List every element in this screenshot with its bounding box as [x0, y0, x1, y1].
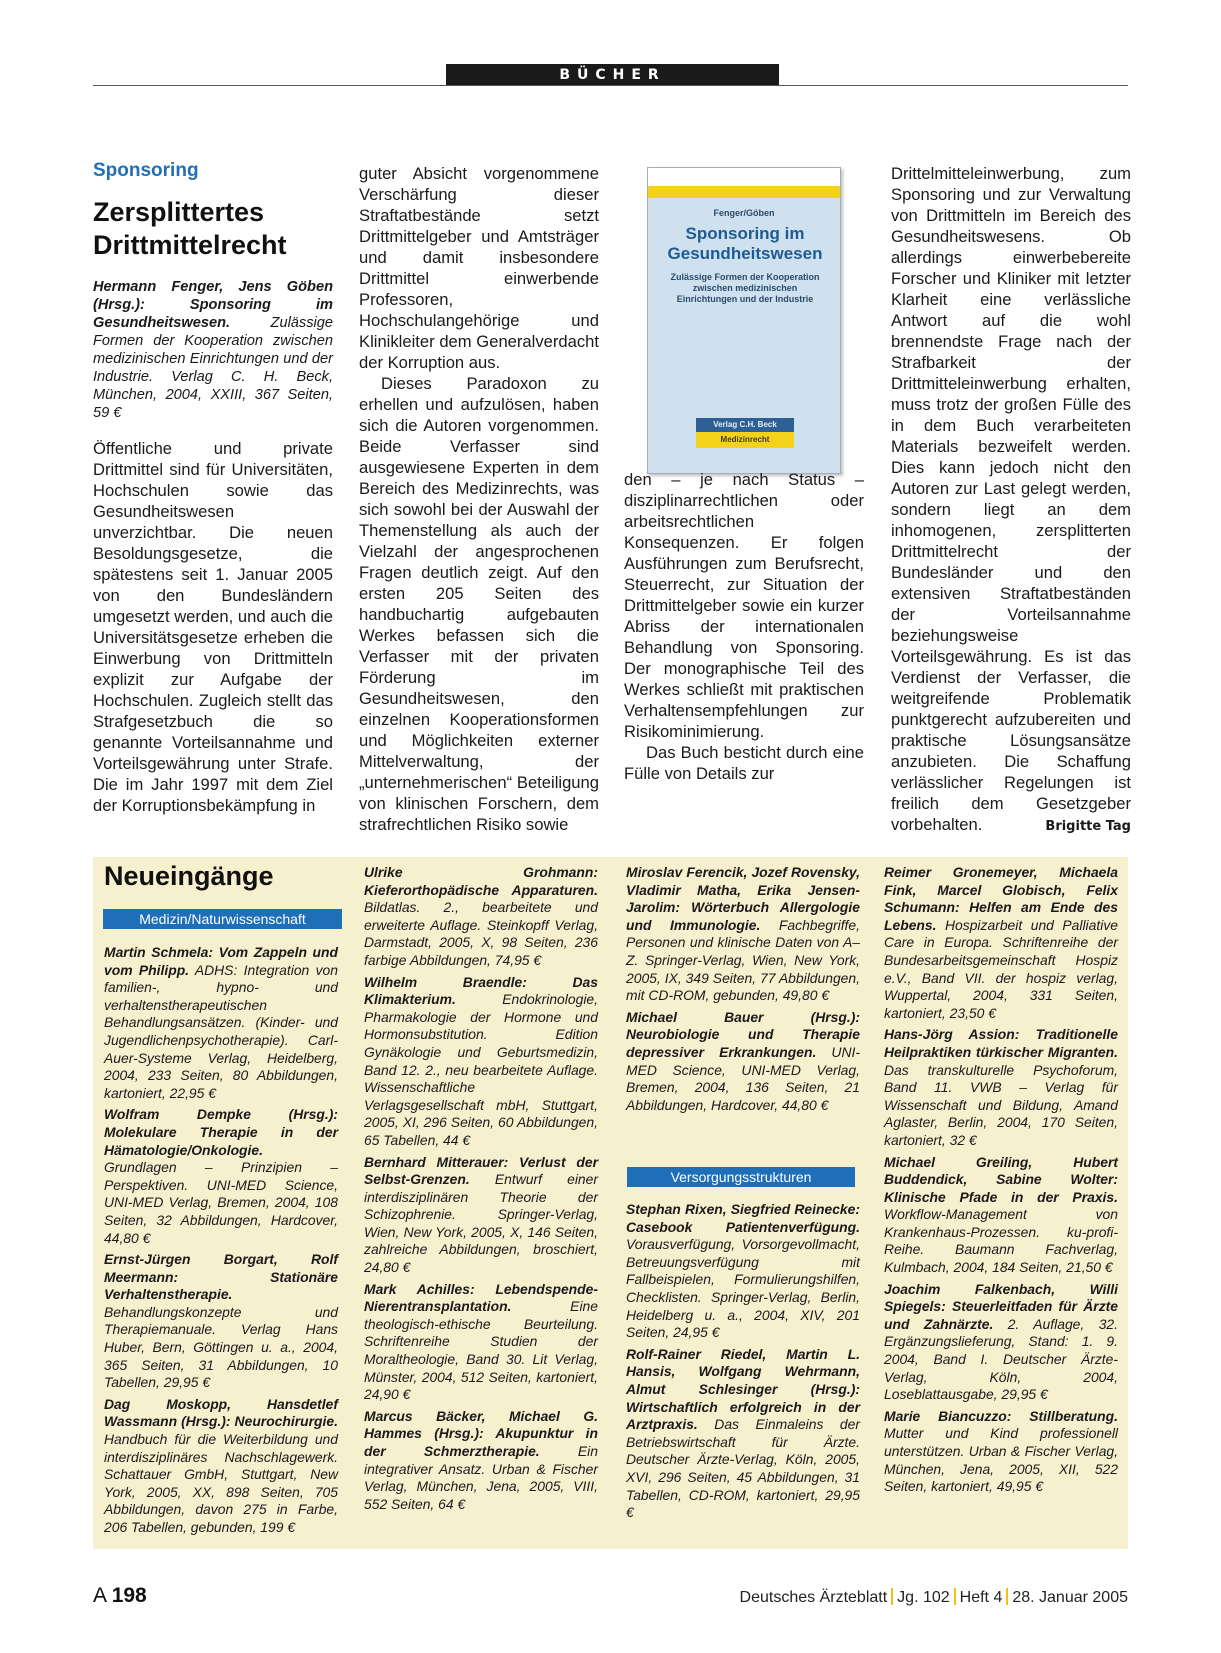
journal-info	[740, 1588, 1128, 1607]
new-arrivals-title: Neueingänge	[104, 861, 274, 891]
arrivals-column-3b	[626, 1201, 860, 1526]
cover-title: Sponsoring im Gesundheitswesen	[667, 224, 823, 263]
review-paragraph: Dieses Paradoxon zu erhellen und aufzulösen, haben sich die Autoren vorgenommen. Beide Verfasser sind ausgewiesene Experten in dem Bereich des Medizinrechts, was sich sowohl bei der Auswahl der Themenstellung als auch der Vielzahl der angesprochenen Fragen deutlich zeigt. Auf den ersten 205 Seiten des handbuchartig aufgebauten Werkes befassen sich die Verfasser mit der privaten Förderung im Gesundheitswesen, den einzelnen Kooperationsformen und Möglichkeiten externer Mittelverwaltung, der „unternehmerischen“ Beteiligung von klinischen Forschern, dem strafrechtlichen Risiko sowie	[359, 374, 599, 834]
cover-publisher: Verlag C.H. Beck	[696, 418, 794, 432]
book-entry: Martin Schmela: Vom Zappeln und vom Philipp. ADHS: Integration von familien-, hypno- und verhaltenstherapeutischen Behandlungsansätzen. (Kinder- und Jugendlichenpsychotherapie). Carl-Auer-Systeme Verlag, Heidelberg, 2004, 233 Seiten, 80 Abbildungen, kartoniert, 22,95 €	[104, 944, 338, 1101]
book-entry: Stephan Rixen, Siegfried Reinecke: Casebook Patientenverfügung. Vorausverfügung, Vorsorgevollmacht, Betreuungsverfügung mit Fallbeispielen, Formulierungshilfen, Checklisten. Springer-Verlag, Berlin, Heidelberg u. a., 2004, XIV, 201 Seiten, 24,95 €	[626, 1201, 860, 1341]
cover-subtitle: Zulässige Formen der Kooperation zwischen medizinischen Einrichtungen und der Industrie	[670, 272, 820, 304]
review-paragraph: den – je nach Status – disziplinarrechtlichen oder arbeitsrechtlichen Konsequenzen. Er folgen Ausführungen zum Berufsrecht, Steuerrecht, zur Situation der Drittmittelgeber sowie ein kurzer Abriss der internationalen Behandlung von Sponsoring. Der monographische Teil des Werkes schließt mit praktischen Verhaltensempfehlungen zur Risikominimierung.	[624, 470, 864, 741]
review-column-3	[624, 469, 864, 784]
book-entry: Dag Moskopp, Hansdetlef Wassmann (Hrsg.): Neurochirurgie. Handbuch für die Weiterbildung und interdisziplinäres Nachschlagewerk. Schattauer GmbH, Stuttgart, New York, 2005, XX, 898 Seiten, 705 Abbildungen, davon 275 in Farbe, 206 Tabellen, gebunden, 199 €	[104, 1395, 338, 1535]
cover-authors: Fenger/Göben	[713, 208, 775, 218]
book-entry: Marcus Bäcker, Michael G. Hammes (Hrsg.): Akupunktur in der Schmerztherapie. Ein integrativer Ansatz. Urban & Fischer Verlag, München, Jena, 2005, VIII, 552 Seiten, 64 €	[364, 1407, 598, 1512]
review-kicker: Sponsoring	[93, 160, 199, 181]
book-entry: Bernhard Mitterauer: Verlust der Selbst-Grenzen. Entwurf einer interdisziplinären Theorie der Schizophrenie. Springer-Verlag, Wien, New York, 2005, X, 146 Seiten, zahlreiche Abbildungen, broschiert, 24,80 €	[364, 1153, 598, 1276]
book-entry: Wolfram Dempke (Hrsg.): Molekulare Therapie in der Hämatologie/Onkologie. Grundlagen – Prinzipien – Perspektiven. UNI-MED Science, UNI-MED Verlag, Bremen, 2004, 108 Seiten, 32 Abbildungen, Hardcover, 44,80 €	[104, 1106, 338, 1246]
book-cover-image	[647, 167, 841, 474]
review-paragraph: Das Buch besticht durch eine Fülle von Details zur	[624, 743, 864, 783]
book-entry: Ulrike Grohmann: Kieferorthopädische Apparaturen. Bildatlas. 2., bearbeitete und erweiterte Auflage. Steinkopff Verlag, Darmstadt, 2005, X, 98 Seiten, 236 farbige Abbildungen, 74,95 €	[364, 864, 598, 968]
review-column-1: Öffentliche und private Drittmittel sind für Universitäten, Hochschulen sowie das Gesundheitswesen unverzichtbar. Die neuen Besoldungsgesetze, die spätestens seit 1. Januar 2005 von den Bundesländern umgesetzt werden, und auch die Universitätsgesetze erheben die Einwerbung von Drittmitteln explizit zur Aufgabe der Hochschulen. Zugleich stellt das Strafgesetzbuch die so genannte Vorteilsannahme und Vorteilsgewährung unter Strafe. Die im Jahr 1997 mit dem Ziel der Korruptionsbekämpfung in	[93, 439, 333, 815]
page-number: A 198	[93, 1584, 147, 1607]
cover-series: Medizinrecht	[696, 432, 794, 448]
journal-volume: Jg. 102	[897, 1589, 950, 1606]
journal-name: Deutsches Ärzteblatt	[739, 1589, 888, 1606]
category-label-care-structures: Versorgungsstrukturen	[627, 1167, 855, 1187]
arrivals-column-3	[626, 864, 860, 1118]
header-rule	[93, 85, 1128, 86]
section-label: BÜCHER	[446, 64, 779, 86]
arrivals-column-4	[884, 864, 1118, 1500]
book-entry: Hans-Jörg Assion: Traditionelle Heilpraktiken türkischer Migranten. Das transkulturelle Psychoforum, Band 11. VWB – Verlag für Wissenschaft und Bildung, Amand Aglaster, Berlin, 2004, 170 Seiten, kartoniert, 32 €	[884, 1026, 1118, 1148]
book-entry: Miroslav Ferencik, Jozef Rovensky, Vladimir Matha, Erika Jensen-Jarolim: Wörterbuch Allergologie und Immunologie. Fachbegriffe, Personen und klinische Daten von A–Z. Springer-Verlag, Wien, New York, 2005, IX, 349 Seiten, 77 Abbildungen, mit CD-ROM, gebunden, 49,80 €	[626, 864, 861, 1004]
book-entry: Wilhelm Braendle: Das Klimakterium. Endokrinologie, Pharmakologie der Hormone und Hormonsubstitution. Edition Gynäkologie und Geburtsmedizin, Band 12. 2., neu bearbeitete Auflage. Wissenschaftliche Verlagsgesellschaft mbH, Stuttgart, 2005, XI, 296 Seiten, 60 Abbildungen, 65 Tabellen, 44 €	[364, 973, 598, 1148]
bib-details: Zulässige Formen der Kooperation zwischen medizinischen Einrichtungen und der Industrie. Verlag C. H. Beck, München, 2004, XXIII, 367 Seiten, 59 €	[93, 315, 333, 421]
reviewer-name: Brigitte Tag	[1045, 819, 1131, 834]
bib-authors: Hermann Fenger, Jens Göben (Hrsg.): Sponsoring im Gesundheitswesen.	[93, 279, 333, 331]
book-entry: Joachim Falkenbach, Willi Spiegels: Steuerleitfaden für Ärzte und Zahnärzte. 2. Auflage, 32. Ergänzungslieferung, Stand: 1. 9. 2004, Band I. Deutscher Ärzte-Verlag, Köln, 2004, Loseblattausgabe, 29,95 €	[884, 1280, 1118, 1403]
book-entry: Michael Bauer (Hrsg.): Neurobiologie und Therapie depressiver Erkrankungen. UNI-MED Science, UNI-MED Verlag, Bremen, 2004, 136 Seiten, 21 Abbildungen, Hardcover, 44,80 €	[626, 1008, 860, 1113]
book-entry: Rolf-Rainer Riedel, Martin L. Hansis, Wolfgang Wehrmann, Almut Schlesinger (Hrsg.): Wirtschaftlich erfolgreich in der Arztpraxis. Das Einmaleins der Betriebswirtschaft für Ärzte. Deutscher Ärzte-Verlag, Köln, 2005, XVI, 296 Seiten, 45 Abbildungen, 31 Tabellen, CD-ROM, kartoniert, 29,95 €	[626, 1345, 860, 1521]
review-paragraph: guter Absicht vorgenommene Verschärfung dieser Straftatbestände setzt Drittmittelgeber und Amtsträger und damit insbesondere Drittmittel einwerbende Professoren, Hochschulangehörige und Klinikleiter dem Generalverdacht der Korruption aus.	[359, 164, 599, 372]
arrivals-column-2	[364, 864, 598, 1517]
book-entry: Michael Greiling, Hubert Buddendick, Sabine Wolter: Klinische Pfade in der Praxis. Workflow-Management von Krankenhaus-Prozessen. ku-profi-Reihe. Baumann Fachverlag, Kulmbach, 2004, 184 Seiten, 21,50 €	[884, 1153, 1118, 1276]
journal-issue: Heft 4	[959, 1589, 1003, 1606]
book-entry: Mark Achilles: Lebendspende-Nierentransplantation. Eine theologisch-ethische Beurteilung. Schriftenreihe Studien der Moraltheologie, Band 30. Lit Verlag, Münster, 2004, 512 Seiten, kartoniert, 24,90 €	[364, 1280, 598, 1403]
book-entry: Reimer Gronemeyer, Michaela Fink, Marcel Globisch, Felix Schumann: Helfen am Ende des Lebens. Hospizarbeit und Palliative Care in Europa. Schriftenreihe der Bundesarbeitsgemeinschaft Hospiz e.V., Band VII. der hospiz verlag, Wuppertal, 2004, 331 Seiten, kartoniert, 23,50 €	[884, 864, 1118, 1021]
review-headline: Zersplittertes Drittmittelrecht	[93, 197, 287, 260]
book-entry: Ernst-Jürgen Borgart, Rolf Meermann: Stationäre Verhaltenstherapie. Behandlungskonzepte und Therapiemanuale. Verlag Hans Huber, Bern, Göttingen u. a., 2004, 365 Seiten, 31 Abbildungen, 10 Tabellen, 29,95 €	[104, 1251, 338, 1391]
journal-date: 28. Januar 2005	[1012, 1589, 1128, 1606]
review-paragraph: Drittelmitteleinwerbung, zum Sponsoring und zur Verwaltung von Drittmitteln im Bereich des Gesundheitswesens. Ob allerdings einwerbebereite Forscher und Kliniker mit letzter Klarheit eine verlässliche Antwort auf die wohl brennendste Frage nach der Strafbarkeit der Drittmitteleinwerbung erhalten, muss trotz der großen Fülle des in dem Buch verarbeiteten Materials bezweifelt werden. Dies kann jedoch nicht den Autoren zur Last gelegt werden, sondern liegt an dem inhomogenen, zersplitterten Drittmittelrecht der Bundesländer und den extensiven Straftatbeständen der Vorteilsannahme beziehungsweise Vorteilsgewährung. Es ist das Verdienst der Verfasser, die weitgreifende Problematik punktgerecht aufzubereiten und praktische Lösungsansätze anzubieten. Die Schaffung verlässlicher Regelungen ist freilich dem Gesetzgeber vorbehalten.	[891, 164, 1131, 834]
bibliographic-entry	[93, 278, 333, 422]
cover-band	[648, 186, 840, 198]
review-column-2	[359, 163, 599, 835]
category-label-medicine: Medizin/Naturwissenschaft	[103, 909, 342, 929]
arrivals-column-1	[104, 944, 338, 1541]
review-column-4	[891, 163, 1131, 837]
book-entry: Marie Biancuzzo: Stillberatung. Mutter und Kind professionell unterstützen. Urban & Fischer Verlag, München, Jena, 2005, XII, 522 Seiten, kartoniert, 49,95 €	[884, 1407, 1118, 1495]
